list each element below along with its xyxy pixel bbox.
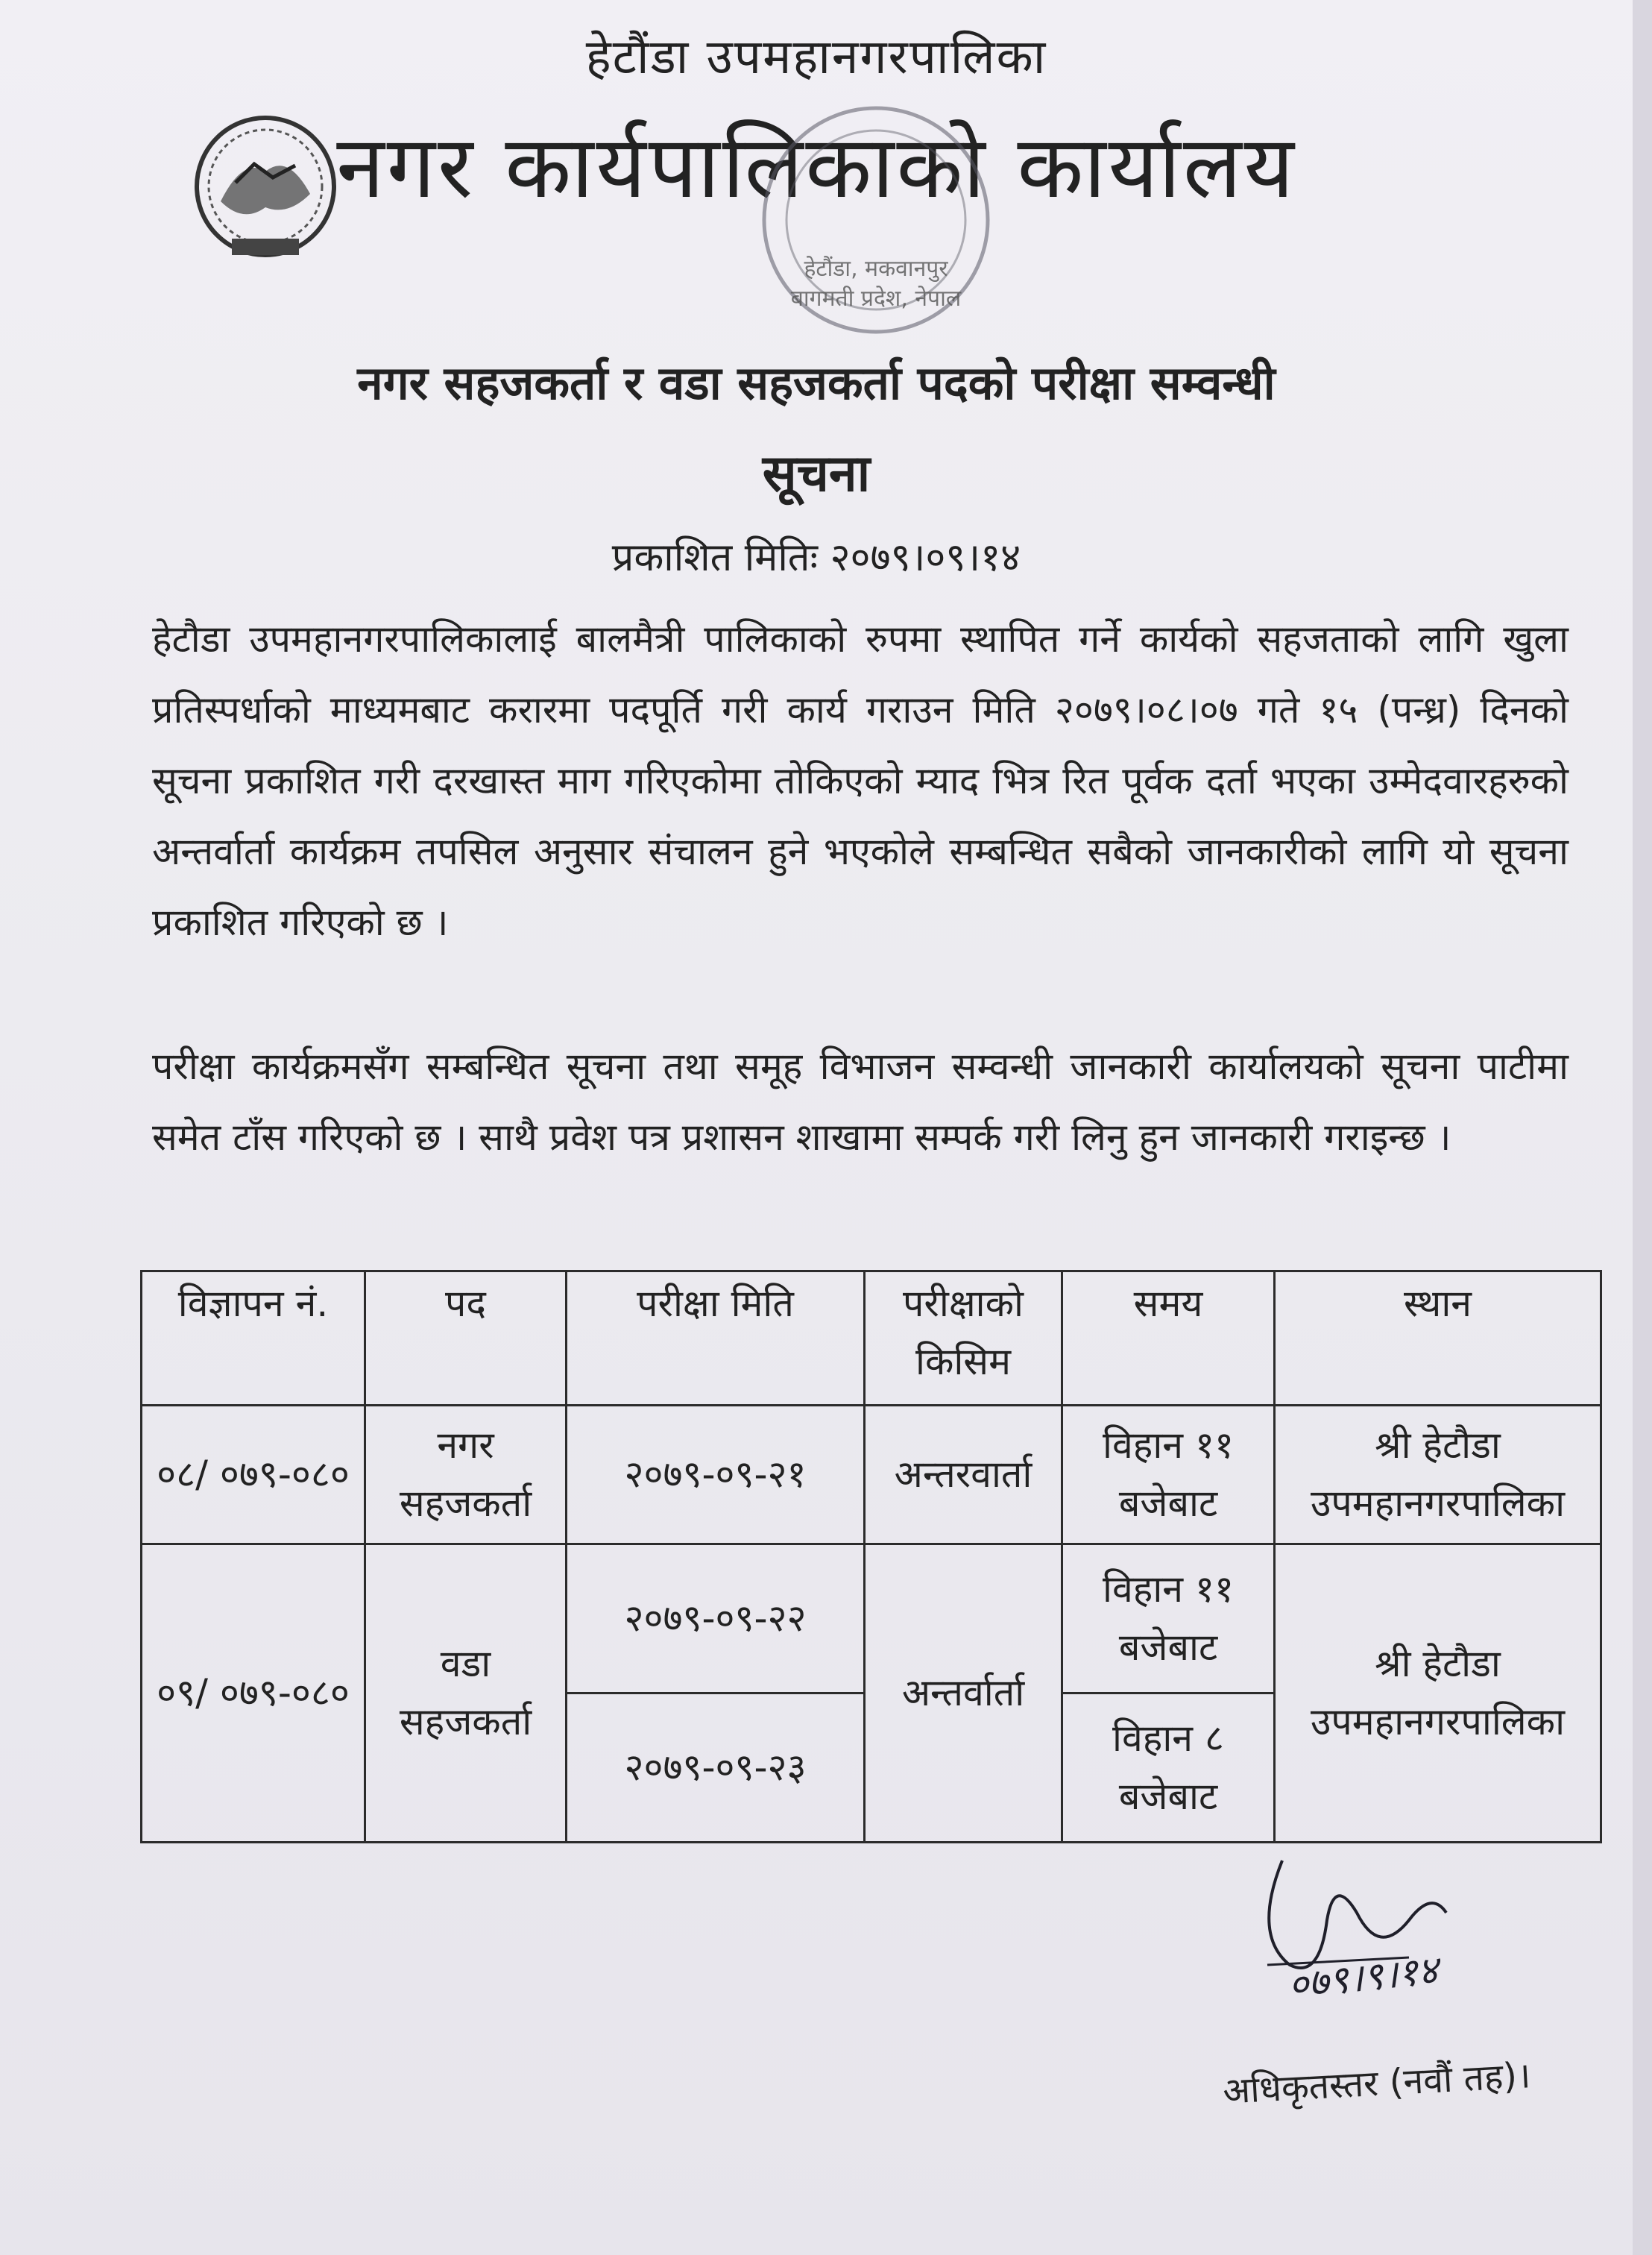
office-stamp-icon (753, 89, 999, 350)
cell-exam-type: अन्तर्वार्ता (865, 1544, 1062, 1843)
notice-title: सूचना (762, 444, 871, 503)
stamp-line-1: हेटौंडा, मकवानपुर (804, 256, 948, 282)
table-row (142, 1544, 1601, 1693)
signatory-designation: अधिकृतस्तर (नवौं तह)। (1221, 2054, 1532, 2113)
notice-paragraph-1: हेटौडा उपमहानगरपालिकालाई बालमैत्री पालिकाको रुपमा स्थापित गर्ने कार्यको सहजताको लागि खुला प्रतिस्पर्धाको माध्यमबाट करारमा पदपूर्ति गरी कार्य गराउन मिति २०७९।०८।०७ गते १५ (पन्ध्र) दिनको सूचना प्रकाशित गरी दरखास्त माग गरिएकोमा तोकिएको म्याद भित्र रित पूर्वक दर्ता भएका उम्मेदवारहरुको अन्तर्वार्ता कार्यक्रम तपसिल अनुसार संचालन हुने भएकोले सम्बन्धित सबैको जानकारीको लागि यो सूचना प्रकाशित गरिएको छ । (152, 617, 1569, 944)
header-ad-no: विज्ञापन नं. (142, 1271, 365, 1406)
cell-time: विहान ११ बजेबाट (1062, 1544, 1275, 1693)
header-venue: स्थान (1275, 1271, 1601, 1406)
table-row (142, 1406, 1601, 1544)
stamp-line-2: बागमती प्रदेश, नेपाल (790, 286, 962, 312)
cell-post: वडा सहजकर्ता (365, 1544, 567, 1843)
handwritten-signature-icon (1238, 1831, 1566, 2025)
notice-paragraph-2: परीक्षा कार्यक्रमसँग सम्बन्धित सूचना तथा समूह विभाजन सम्वन्धी जानकारी कार्यालयको सूचना पाटीमा समेत टाँस गरिएको छ । साथै प्रवेश पत्र प्रशासन शाखामा सम्पर्क गरी लिनु हुन जानकारी गराइन्छ । (152, 1045, 1569, 1159)
notice-subject: नगर सहजकर्ता र वडा सहजकर्ता पदको परीक्षा सम्वन्धी (357, 356, 1276, 410)
cell-post: नगर सहजकर्ता (365, 1406, 567, 1544)
cell-exam-type: अन्तरवार्ता (865, 1406, 1062, 1544)
cell-exam-date: २०७९-०९-२३ (567, 1693, 865, 1843)
cell-time: विहान ८ बजेबाट (1062, 1693, 1275, 1843)
header-post: पद (365, 1271, 567, 1406)
paper-edge (1633, 0, 1652, 2255)
cell-exam-date: २०७९-०९-२२ (567, 1544, 865, 1693)
cell-venue: श्री हेटौडा उपमहानगरपालिका (1275, 1544, 1601, 1843)
header-exam-type: परीक्षाको किसिम (865, 1271, 1062, 1406)
cell-venue: श्री हेटौडा उपमहानगरपालिका (1275, 1406, 1601, 1544)
cell-ad-no: ०८/ ०७९-०८० (142, 1406, 365, 1544)
exam-schedule-table (140, 1270, 1602, 1843)
header-time: समय (1062, 1271, 1275, 1406)
cell-ad-no: ०९/ ०७९-०८० (142, 1544, 365, 1843)
header-exam-date: परीक्षा मिति (567, 1271, 865, 1406)
municipality-name: हेटौंडा उपमहानगरपालिका (585, 30, 1047, 85)
cell-time: विहान ११ बजेबाट (1062, 1406, 1275, 1544)
signature-date: ०७९।९।१४ (1286, 1948, 1440, 2008)
office-name: नगर कार्यपालिकाको कार्यालय (336, 117, 1296, 218)
cell-exam-date: २०७९-०९-२१ (567, 1406, 865, 1544)
published-date: प्रकाशित मितिः २०७९।०९।१४ (611, 535, 1021, 580)
